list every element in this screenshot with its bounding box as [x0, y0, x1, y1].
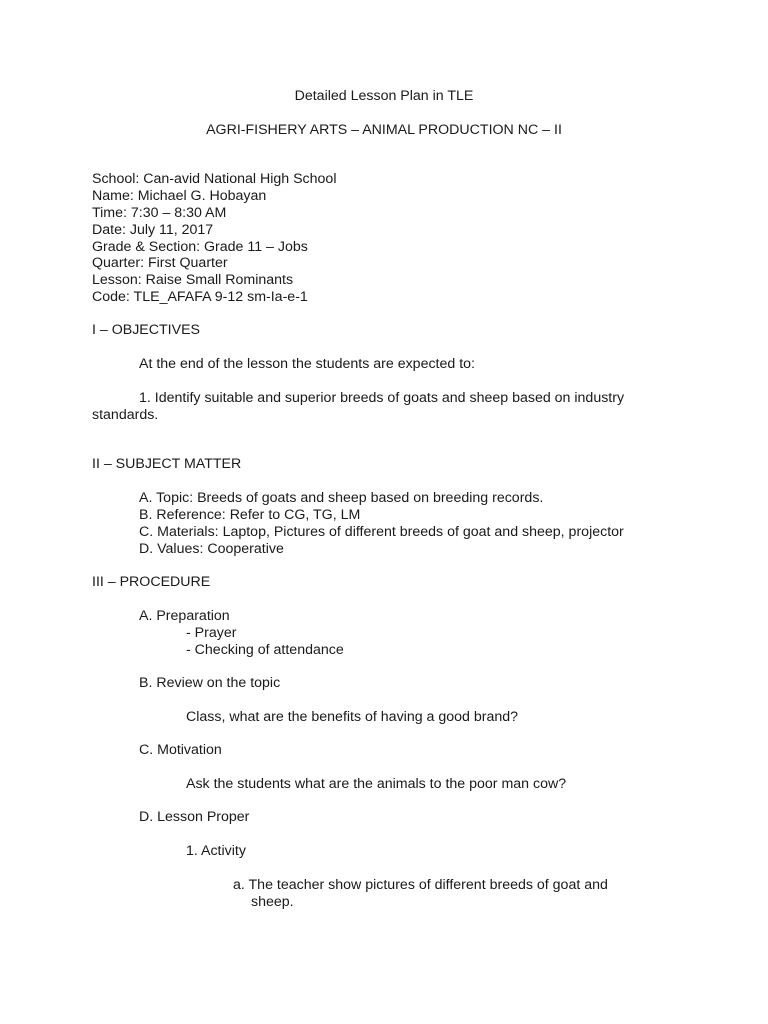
objective-item-1: 1. Identify suitable and superior breeds of goats and sheep based on industry: [139, 390, 625, 406]
subject-materials: C. Materials: Laptop, Pictures of different breeds of goat and sheep, projector: [139, 524, 624, 540]
procedure-heading: III – PROCEDURE: [92, 574, 211, 590]
info-quarter: Quarter: First Quarter: [92, 255, 228, 271]
info-school: School: Can-avid National High School: [92, 171, 337, 187]
document-subtitle: AGRI-FISHERY ARTS – ANIMAL PRODUCTION NC – II: [206, 122, 562, 138]
subject-values: D. Values: Cooperative: [139, 541, 284, 557]
info-date: Date: July 11, 2017: [92, 222, 214, 238]
preparation-prayer: - Prayer: [186, 625, 237, 641]
info-code: Code: TLE_AFAFA 9-12 sm-Ia-e-1: [92, 289, 308, 305]
preparation-attendance: - Checking of attendance: [186, 642, 344, 658]
motivation-text: Ask the students what are the animals to the poor man cow?: [186, 776, 567, 792]
info-lesson: Lesson: Raise Small Rominants: [92, 272, 294, 288]
activity-item-a: a. The teacher show pictures of different breeds of goat and: [233, 877, 608, 893]
info-grade-section: Grade & Section: Grade 11 – Jobs: [92, 239, 308, 255]
objective-item-1-continued: standards.: [92, 407, 159, 423]
preparation-label: A. Preparation: [139, 608, 230, 624]
document-title: Detailed Lesson Plan in TLE: [294, 88, 474, 104]
objectives-heading: I – OBJECTIVES: [92, 322, 201, 338]
activity-item-a-continued: sheep.: [251, 894, 294, 910]
activity-label: 1. Activity: [186, 843, 246, 859]
subject-topic: A. Topic: Breeds of goats and sheep based on breeding records.: [139, 490, 544, 506]
review-label: B. Review on the topic: [139, 675, 281, 691]
review-text: Class, what are the benefits of having a good brand?: [186, 709, 519, 725]
objectives-intro: At the end of the lesson the students are expected to:: [139, 356, 475, 372]
info-name: Name: Michael G. Hobayan: [92, 188, 267, 204]
subject-reference: B. Reference: Refer to CG, TG, LM: [139, 507, 361, 523]
lesson-proper-label: D. Lesson Proper: [139, 809, 250, 825]
motivation-label: C. Motivation: [139, 742, 222, 758]
subject-matter-heading: II – SUBJECT MATTER: [92, 456, 242, 472]
info-time: Time: 7:30 – 8:30 AM: [92, 205, 227, 221]
